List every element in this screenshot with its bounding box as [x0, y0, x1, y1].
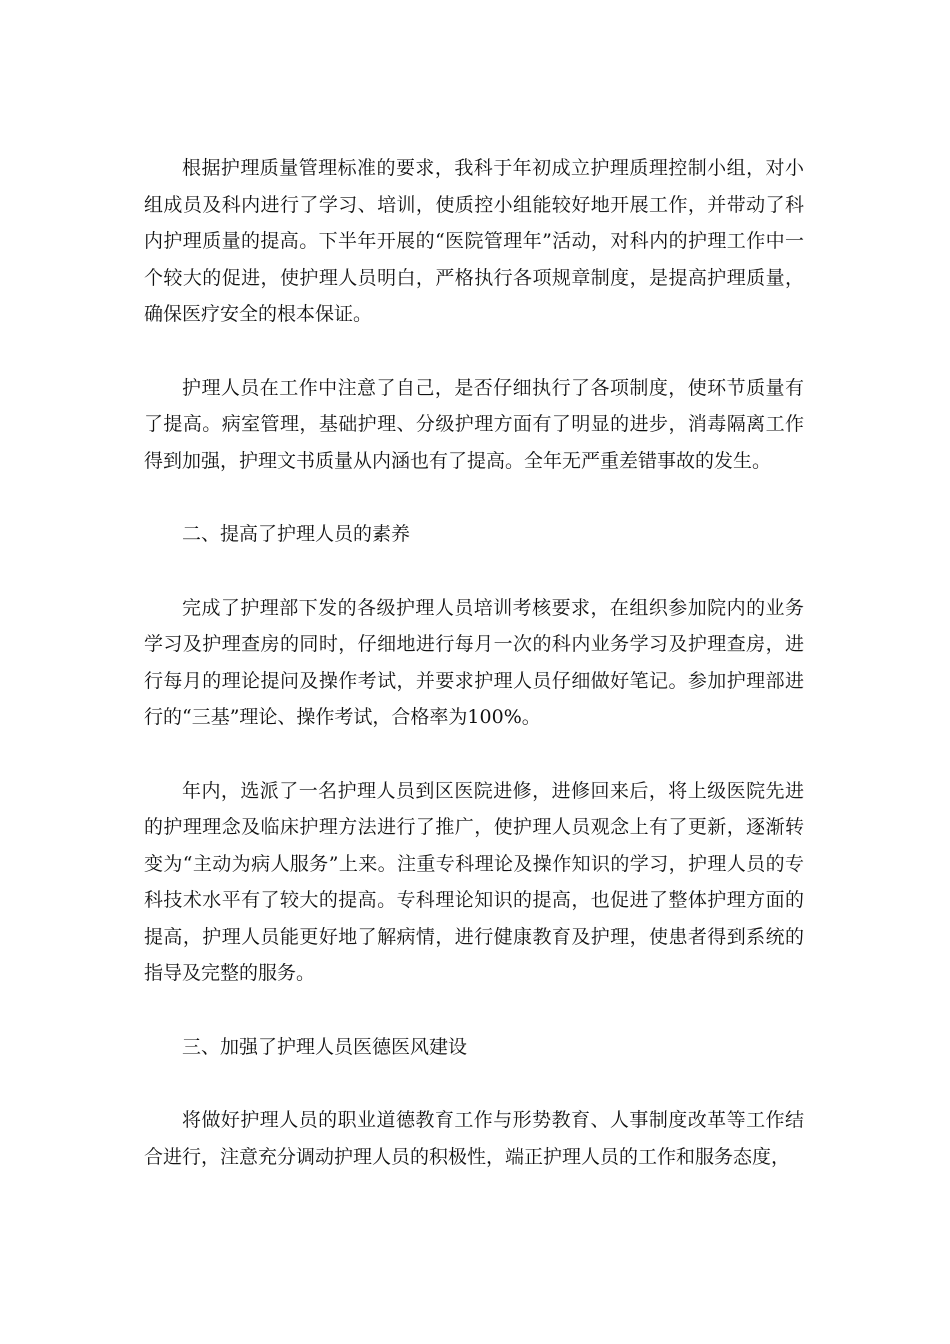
paragraph-gap — [144, 736, 804, 773]
paragraph-gap — [144, 1065, 804, 1102]
paragraph-training: 完成了护理部下发的各级护理人员培训考核要求，在组织参加院内的业务学习及护理查房的同时，仔细地进行每月一次的科内业务学习及护理查房，进行每月的理论提问及操作考试，并要求护理人员仔细做好笔记。参加护理部进行的“三基”理论、操作考试，合格率为100%。 — [144, 596, 804, 728]
paragraph-gap — [144, 992, 804, 1029]
paragraph-system-execution: 护理人员在工作中注意了自己，是否仔细执行了各项制度，使环节质量有了提高。病室管理，基础护理、分级护理方面有了明显的进步，消毒隔离工作得到加强，护理文书质量从内涵也有了提高。全年无严重差错事故的发生。 — [144, 376, 804, 472]
paragraph-quality-control: 根据护理质量管理标准的要求，我科于年初成立护理质理控制小组，对小组成员及科内进行了学习、培训，使质控小组能较好地开展工作，并带动了科内护理质量的提高。下半年开展的“医院管理年”活动，对科内的护理工作中一个较大的促进，使护理人员明白，严格执行各项规章制度，是提高护理质量，确保医疗安全的根本保证。 — [144, 157, 804, 325]
section-heading-3: 三、加强了护理人员医德医风建设 — [182, 1035, 468, 1058]
section-heading-2: 二、提高了护理人员的素养 — [182, 523, 411, 545]
paragraph-ethics: 将做好护理人员的职业道德教育工作与形势教育、人事制度改革等工作结合进行，注意充分调动护理人员的积极性，端正护理人员的工作和服务态度， — [144, 1109, 804, 1168]
paragraph-gap — [144, 333, 804, 370]
paragraph-advanced-study: 年内，选派了一名护理人员到区医院进修，进修回来后，将上级医院先进的护理理念及临床护理方法进行了推广，使护理人员观念上有了更新，逐渐转变为“主动为病人服务”上来。注重专科理论及操作知识的学习，护理人员的专科技术水平有了较大的提高。专科理论知识的提高，也促进了整体护理方面的提高，护理人员能更好地了解病情，进行健康教育及护理，使患者得到系统的指导及完整的服务。 — [144, 779, 804, 984]
paragraph-gap — [144, 553, 804, 590]
document-body — [144, 150, 804, 1175]
paragraph-gap — [144, 479, 804, 516]
